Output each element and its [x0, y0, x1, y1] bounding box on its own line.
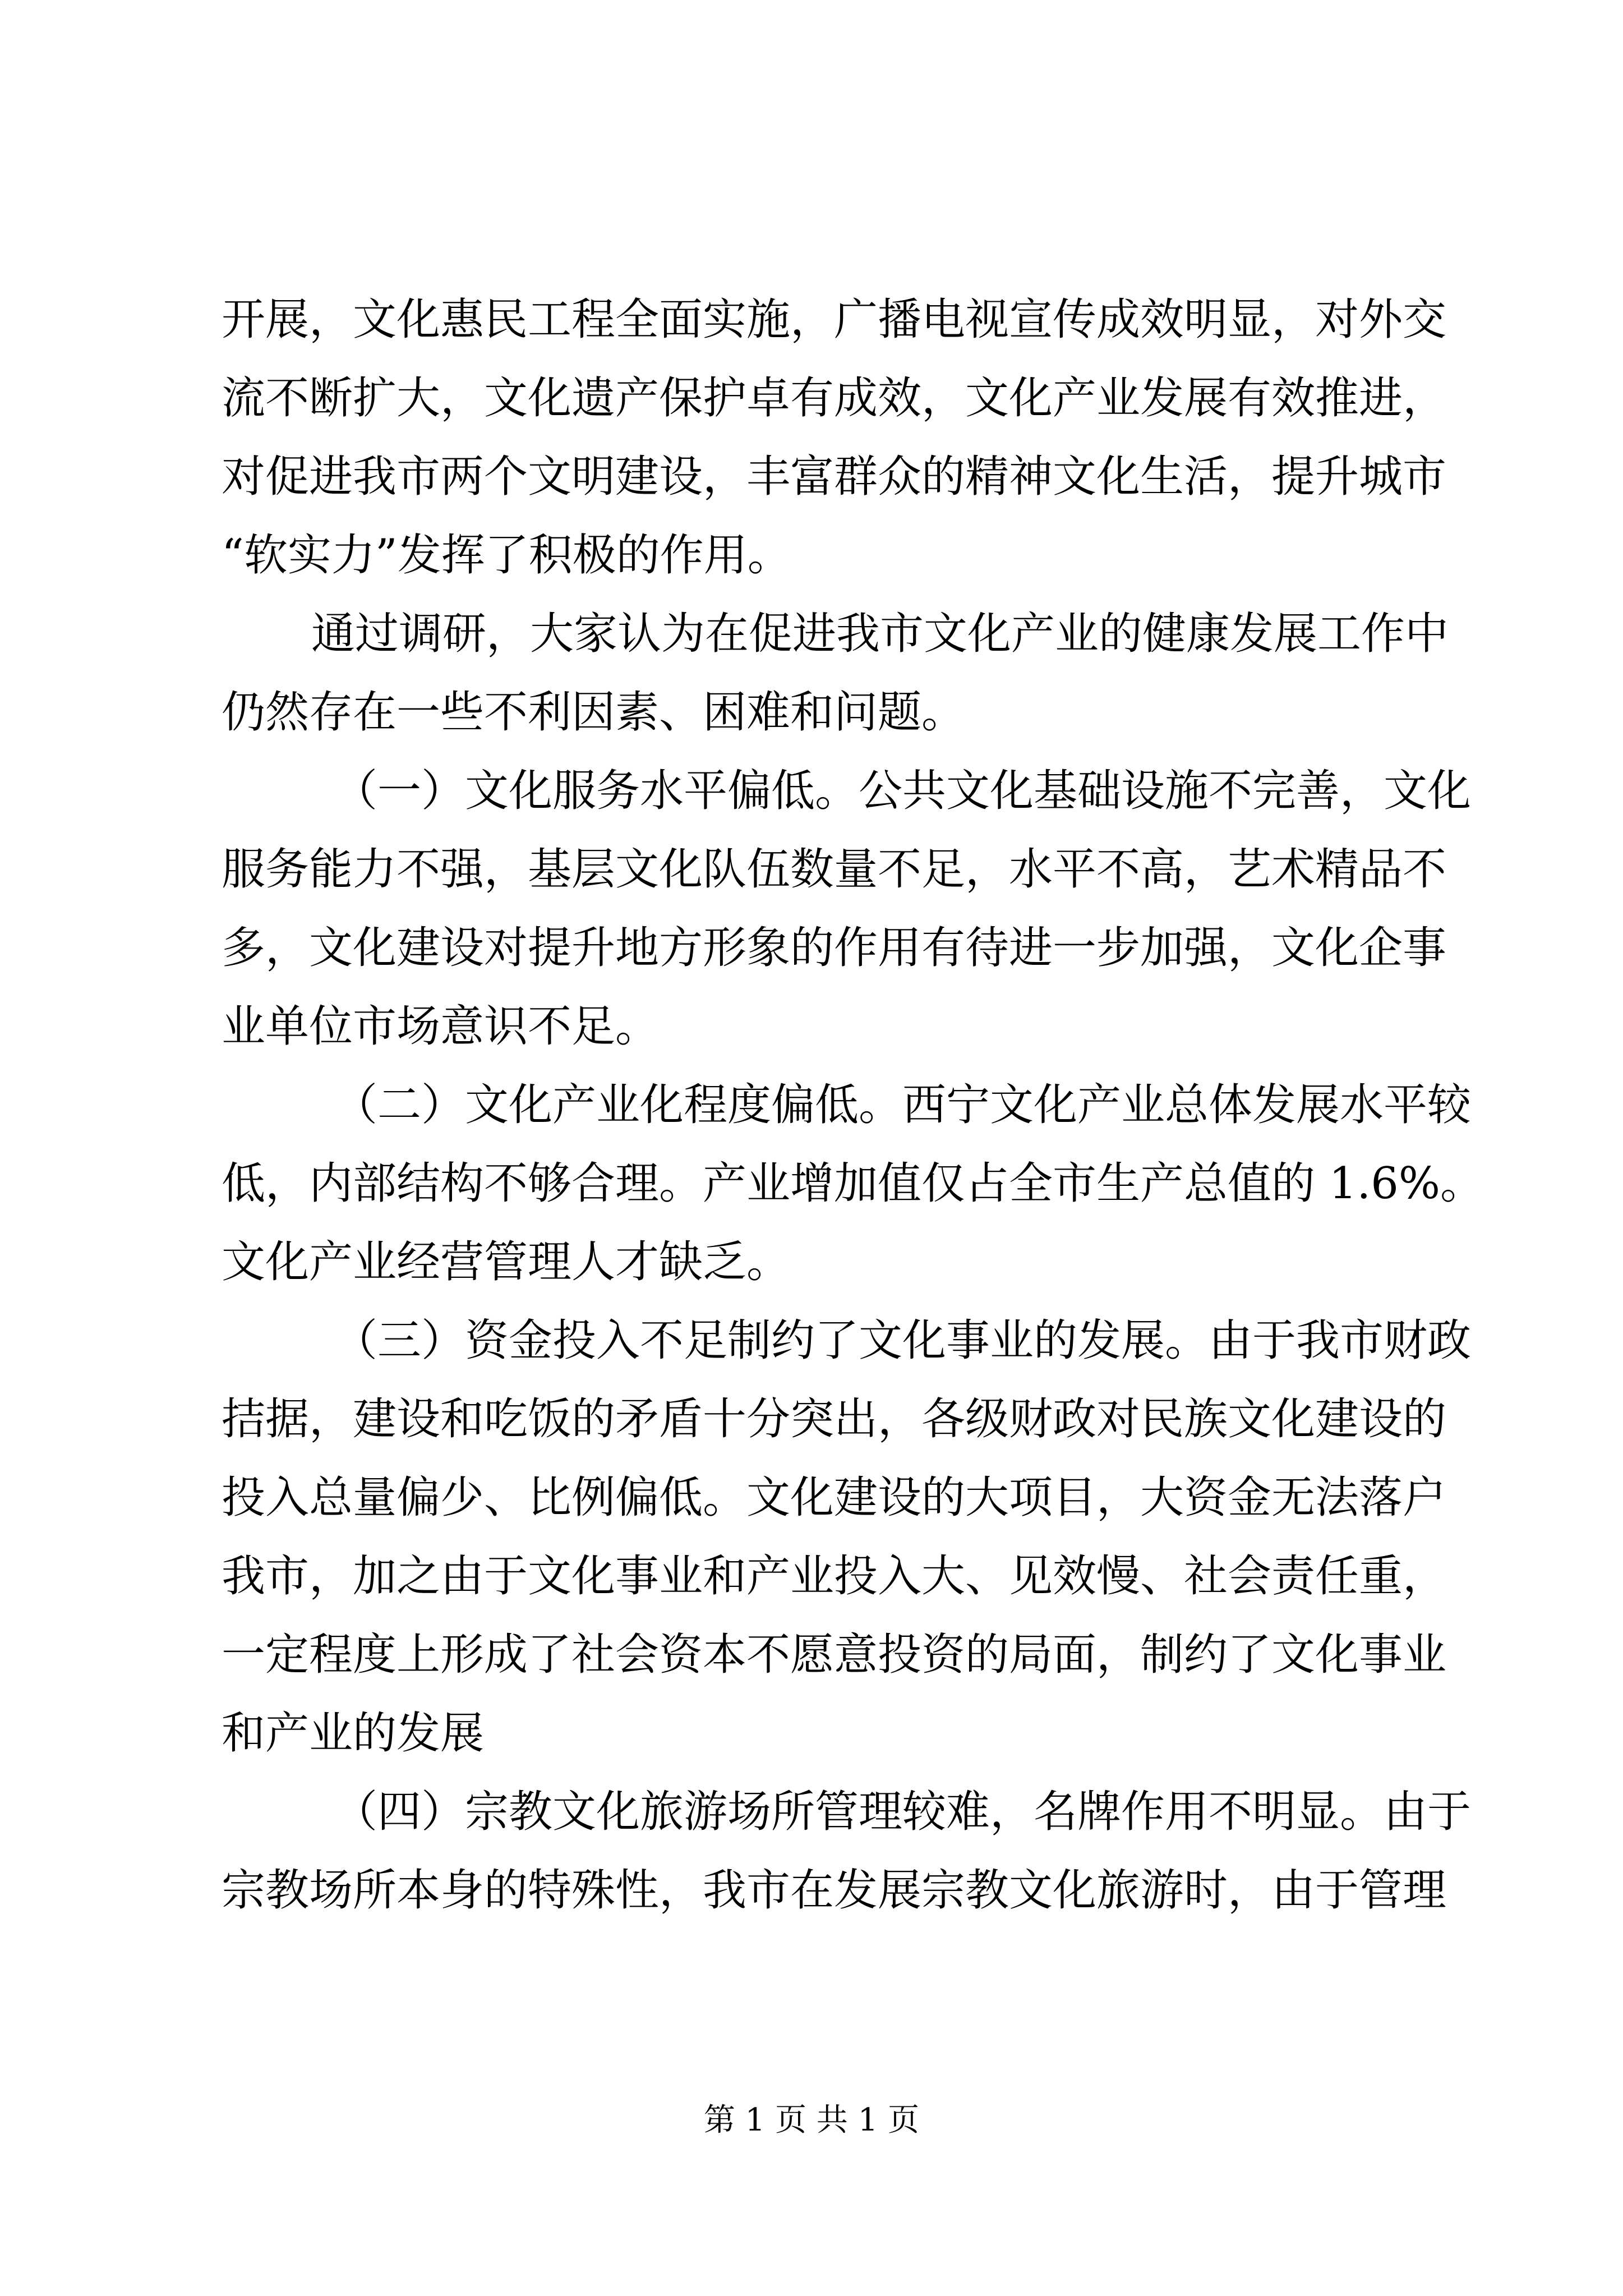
text-line: 对促进我市两个文明建设，丰富群众的精神文化生活，提升城市 — [222, 452, 1447, 502]
text-line: 文化产业经营管理人才缺乏。 — [222, 1237, 791, 1287]
paragraph-item-3 — [222, 1301, 1472, 1773]
page-footer — [0, 2098, 1623, 2143]
text-line: 拮据，建设和吃饭的矛盾十分突出，各级财政对民族文化建设的 — [222, 1394, 1447, 1444]
text-line: 一定程度上形成了社会资本不愿意投资的局面，制约了文化事业 — [222, 1630, 1447, 1680]
text-line: 多，文化建设对提升地方形象的作用有待进一步加强，文化企事 — [222, 923, 1447, 973]
text-line: （一）文化服务水平偏低。公共文化基础设施不完善，文化 — [334, 766, 1472, 816]
text-line: “软实力”发挥了积极的作用。 — [222, 530, 791, 581]
text-line: （三）资金投入不足制约了文化事业的发展。由于我市财政 — [334, 1315, 1472, 1366]
text-line: 低，内部结构不够合理。产业增加值仅占全市生产总值的 1.6%。 — [222, 1158, 1484, 1209]
text-line: （二）文化产业化程度偏低。西宁文化产业总体发展水平较 — [334, 1080, 1472, 1130]
text-line: 宗教场所本身的特殊性，我市在发展宗教文化旅游时，由于管理 — [222, 1865, 1447, 1916]
text-line: 开展，文化惠民工程全面实施，广播电视宣传成效明显，对外交 — [222, 295, 1447, 345]
paragraph-item-4 — [222, 1773, 1472, 1930]
text-line: （四）宗教文化旅游场所管理较难，名牌作用不明显。由于 — [334, 1787, 1472, 1837]
text-line: 流不断扩大，文化遗产保护卓有成效，文化产业发展有效推进， — [222, 373, 1447, 424]
paragraph-item-2 — [222, 1066, 1484, 1301]
text-line: 和产业的发展 — [222, 1708, 485, 1759]
text-line: 投入总量偏少、比例偏低。文化建设的大项目，大资金无法落户 — [222, 1473, 1447, 1523]
paragraph-intro — [222, 595, 1455, 752]
text-line: 我市，加之由于文化事业和产业投入大、见效慢、社会责任重， — [222, 1551, 1447, 1602]
paragraph-item-1 — [222, 752, 1472, 1066]
document-body — [222, 280, 1484, 1930]
text-line: 服务能力不强，基层文化队伍数量不足，水平不高，艺术精品不 — [222, 844, 1447, 895]
page-number-label: 第 1 页 共 1 页 — [703, 2102, 920, 2138]
paragraph-continuation — [222, 280, 1455, 595]
text-line: 通过调研，大家认为在促进我市文化产业的健康发展工作中 — [311, 609, 1449, 659]
text-line: 业单位市场意识不足。 — [222, 1001, 660, 1052]
text-line: 仍然存在一些不利因素、困难和问题。 — [222, 687, 966, 738]
